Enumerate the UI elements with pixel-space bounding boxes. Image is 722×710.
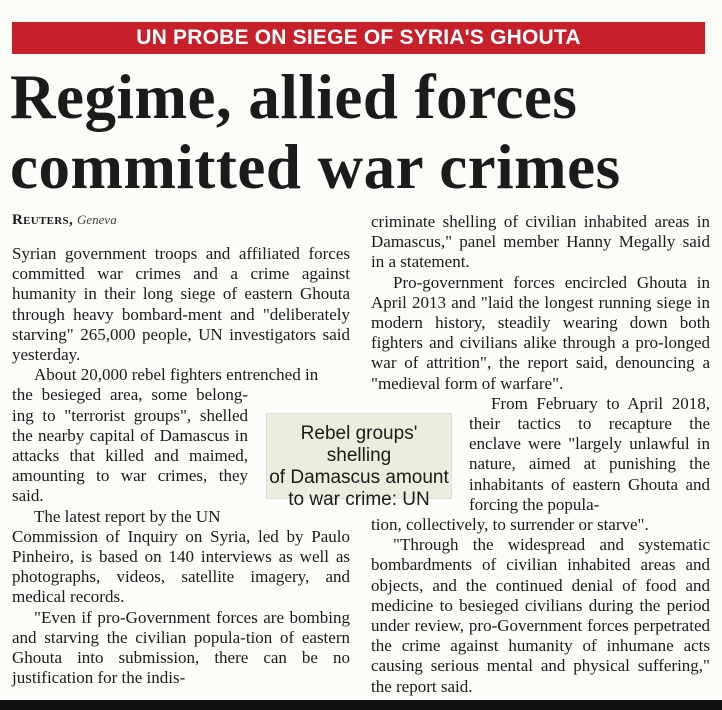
section-kicker: UN PROBE ON SIEGE OF SYRIA'S GHOUTA <box>12 22 705 54</box>
headline-line-1: Regime, allied forces <box>10 62 578 132</box>
paragraph-6: Pro-government forces encircled Ghouta in April 2013 and "laid the longest running siege in modern history, steadily wearing down both fighters and civilians alike through a pro-longed war of attrition", the report said, denouncing a "medieval form of warfare". <box>371 272 710 393</box>
pull-quote-line-2: of Damascus amount <box>269 467 449 488</box>
bottom-rule <box>0 700 722 710</box>
byline-place: Geneva <box>77 212 117 227</box>
paragraph-7-tail: tion, collectively, to surrender or starve". <box>371 515 649 535</box>
headline <box>10 62 715 202</box>
paragraph-3-body: Commission of Inquiry on Syria, led by Paulo Pinheiro, is based on 140 interviews as well as photographs, videos, satellite imagery, and medical records. <box>12 526 350 607</box>
byline-agency: Reuters, <box>12 212 73 228</box>
paragraph-5: criminate shelling of civilian inhabited areas in Damascus," panel member Hanny Megally said in a statement. <box>371 212 710 272</box>
article-column-right <box>371 212 710 697</box>
pull-quote-line-3: to war crime: UN <box>288 489 430 510</box>
paragraph-4: "Even if pro-Government forces are bombing and starving the civilian popula-tion of eastern Ghouta into submission, there can be no justification for the indis- <box>12 607 350 688</box>
paragraph-7 <box>371 394 710 515</box>
pull-quote-line-1: Rebel groups' shelling <box>300 423 418 466</box>
paragraph-8: "Through the widespread and systematic bombardments of civilian inhabited areas and objects, and the continued denial of food and medicine to besieged civilians during the period under review, pro-Government forces perpetrated the crime against humanity of inhumane acts causing serious mental and physical suffering," the report said. <box>371 535 710 696</box>
headline-line-2: committed war crimes <box>10 132 621 202</box>
paragraph-3-lead: The latest report by the UN <box>34 506 221 526</box>
byline <box>12 212 117 229</box>
paragraph-2-lead: About 20,000 rebel fighters entrenched in <box>34 365 319 385</box>
paragraph-2-body: the besieged area, some belong-ing to "terrorist groups", shelled the nearby capital of Damascus in attacks that killed and maimed, amounting to war crimes, they said. <box>12 385 248 506</box>
paragraph-1: Syrian government troops and affiliated forces committed war crimes and a crime against humanity in their long siege of eastern Ghouta through heavy bombard-ment and "deliberately starving" 265,000 people, UN investigators said yesterday. <box>12 244 350 365</box>
paragraph-7-wrapped: From February to April 2018, their tactics to recapture the enclave were "largely unlawful in nature, aimed at punishing the inhabitants of eastern Ghouta and forcing the popula- <box>469 393 710 514</box>
